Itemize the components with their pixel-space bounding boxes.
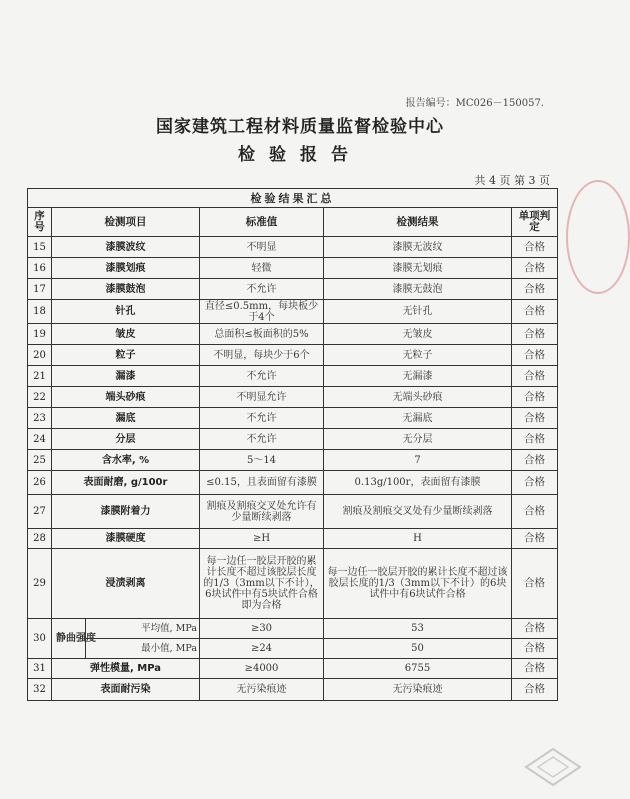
- row-verdict: 合格: [512, 366, 558, 387]
- sub2-label: 最小值, MPa: [86, 639, 200, 659]
- table-row: [28, 619, 558, 639]
- row-item: 弹性模量, MPa: [52, 659, 200, 679]
- table-row: [28, 529, 558, 549]
- row-standard: ≥30: [200, 619, 324, 639]
- header-verdict: 单项判定: [512, 208, 558, 237]
- table-row: [28, 345, 558, 366]
- row-verdict: 合格: [512, 387, 558, 408]
- table-row: [28, 366, 558, 387]
- table-caption: 检验结果汇总: [28, 189, 558, 208]
- row-standard: ≥24: [200, 639, 324, 659]
- row-standard: 5～14: [200, 450, 324, 471]
- row-verdict: 合格: [512, 429, 558, 450]
- stamp-edge: [566, 180, 630, 294]
- header-standard: 标准值: [200, 208, 324, 237]
- row-verdict: 合格: [512, 408, 558, 429]
- row-result: 割痕及割痕交叉处有少量断续剥落: [324, 495, 512, 529]
- row-item: 漏漆: [52, 366, 200, 387]
- row-no: 19: [28, 324, 52, 345]
- row-result: 每一边任一胶层开胶的累计长度不超过该胶层长度的1/3（3mm以下不计）的6块试件中有6块试件合格: [324, 549, 512, 619]
- row-standard: 不明显，每块少于6个: [200, 345, 324, 366]
- table-row: [28, 495, 558, 529]
- row-item: 分层: [52, 429, 200, 450]
- row-result: 漆膜无划痕: [324, 258, 512, 279]
- row-verdict: 合格: [512, 450, 558, 471]
- row-item: 漏底: [52, 408, 200, 429]
- row-verdict: 合格: [512, 345, 558, 366]
- row-verdict: 合格: [512, 659, 558, 679]
- table-row: [28, 387, 558, 408]
- row-standard: ≥4000: [200, 659, 324, 679]
- row-result: 6755: [324, 659, 512, 679]
- table-row: [28, 324, 558, 345]
- row-verdict: 合格: [512, 495, 558, 529]
- row-no: 24: [28, 429, 52, 450]
- row-item: 漆膜附着力: [52, 495, 200, 529]
- row-item: 漆膜划痕: [52, 258, 200, 279]
- row-verdict: 合格: [512, 549, 558, 619]
- row-standard: 直径≤0.5mm，每块板少于4个: [200, 300, 324, 324]
- row-standard: ≥H: [200, 529, 324, 549]
- row-verdict: 合格: [512, 639, 558, 659]
- table-row: [28, 639, 558, 659]
- header-item: 检测项目: [52, 208, 200, 237]
- header-no: 序号: [28, 208, 52, 237]
- table-row: [28, 279, 558, 300]
- row-result: 无漏漆: [324, 366, 512, 387]
- row-verdict: 合格: [512, 529, 558, 549]
- table-row: [28, 237, 558, 258]
- row-item: 粒子: [52, 345, 200, 366]
- row-standard: 不允许: [200, 429, 324, 450]
- row-item-label: 静曲强度: [56, 633, 96, 644]
- row-no: 17: [28, 279, 52, 300]
- row-no: 23: [28, 408, 52, 429]
- row-result: 漆膜无鼓泡: [324, 279, 512, 300]
- row-no: 29: [28, 549, 52, 619]
- row-result: 无皱皮: [324, 324, 512, 345]
- row-result: 50: [324, 639, 512, 659]
- row-standard: 不允许: [200, 408, 324, 429]
- row-no: 30: [28, 619, 52, 659]
- row-verdict: 合格: [512, 279, 558, 300]
- tail-body: [28, 659, 558, 701]
- row-verdict: 合格: [512, 324, 558, 345]
- row-result: 无漏底: [324, 408, 512, 429]
- row-standard: 无污染痕迹: [200, 679, 324, 701]
- report-number: 报告编号：MC026－150057.: [405, 98, 544, 109]
- row-item: 针孔: [52, 300, 200, 324]
- table-row: [28, 471, 558, 495]
- row-no: 32: [28, 679, 52, 701]
- row-standard: 总面积≤板面积的5%: [200, 324, 324, 345]
- table-row: [28, 258, 558, 279]
- document-title: 检验报告: [238, 145, 362, 165]
- row-no: 22: [28, 387, 52, 408]
- row-item: 漆膜鼓泡: [52, 279, 200, 300]
- sub1-label: 平均值, MPa: [141, 623, 197, 634]
- row-no: 21: [28, 366, 52, 387]
- row-standard: 轻微: [200, 258, 324, 279]
- row-no: 28: [28, 529, 52, 549]
- row-result: 漆膜无波纹: [324, 237, 512, 258]
- row-no: 27: [28, 495, 52, 529]
- row-standard: 不明显: [200, 237, 324, 258]
- row-item: 表面耐磨, g/100r: [52, 471, 200, 495]
- row-no: 31: [28, 659, 52, 679]
- row-item: 浸渍剥离: [52, 549, 200, 619]
- row-standard: 每一边任一胶层开胶的累计长度不超过该胶层长度的1/3（3mm以下不计），6块试件中有5块试件合格即为合格: [200, 549, 324, 619]
- header-result: 检测结果: [324, 208, 512, 237]
- row-result: 0.13g/100r，表面留有漆膜: [324, 471, 512, 495]
- table-row: [28, 429, 558, 450]
- row-result: 无分层: [324, 429, 512, 450]
- row-sub-label: [56, 619, 200, 644]
- row-result: 无针孔: [324, 300, 512, 324]
- row-result: H: [324, 529, 512, 549]
- row-result: 7: [324, 450, 512, 471]
- table-row: [28, 408, 558, 429]
- row-verdict: 合格: [512, 237, 558, 258]
- row-item: 端头砂痕: [52, 387, 200, 408]
- row-standard: 不允许: [200, 366, 324, 387]
- row-standard: ≤0.15，且表面留有漆膜: [200, 471, 324, 495]
- table-row: [28, 659, 558, 679]
- row-item: 表面耐污染: [52, 679, 200, 701]
- page-number: 共 4 页 第 3 页: [474, 174, 550, 187]
- row-verdict: 合格: [512, 471, 558, 495]
- table-row: [28, 549, 558, 619]
- row-result: 53: [324, 619, 512, 639]
- row-result: 无端头砂痕: [324, 387, 512, 408]
- row-result: 无污染痕迹: [324, 679, 512, 701]
- row-verdict: 合格: [512, 300, 558, 324]
- row-no: 15: [28, 237, 52, 258]
- row-no: 25: [28, 450, 52, 471]
- row-item: 漆膜硬度: [52, 529, 200, 549]
- row-item: 漆膜波纹: [52, 237, 200, 258]
- row-standard: 不允许: [200, 279, 324, 300]
- row-item: 含水率, %: [52, 450, 200, 471]
- row-verdict: 合格: [512, 258, 558, 279]
- row-no: 20: [28, 345, 52, 366]
- table-row: [28, 300, 558, 324]
- row-no: 18: [28, 300, 52, 324]
- organization-title: 国家建筑工程材料质量监督检验中心: [156, 117, 444, 137]
- row-no: 26: [28, 471, 52, 495]
- row-standard: 割痕及割痕交叉处允许有少量断续剥落: [200, 495, 324, 529]
- table-row: [28, 450, 558, 471]
- row-verdict: 合格: [512, 679, 558, 701]
- row-result: 无粒子: [324, 345, 512, 366]
- row-no: 16: [28, 258, 52, 279]
- table-row: [28, 679, 558, 701]
- rows-body: [28, 237, 558, 619]
- row-verdict: 合格: [512, 619, 558, 639]
- row-item: 皱皮: [52, 324, 200, 345]
- watermark-logo: [518, 745, 588, 789]
- results-table: [27, 188, 558, 701]
- row-standard: 不明显允许: [200, 387, 324, 408]
